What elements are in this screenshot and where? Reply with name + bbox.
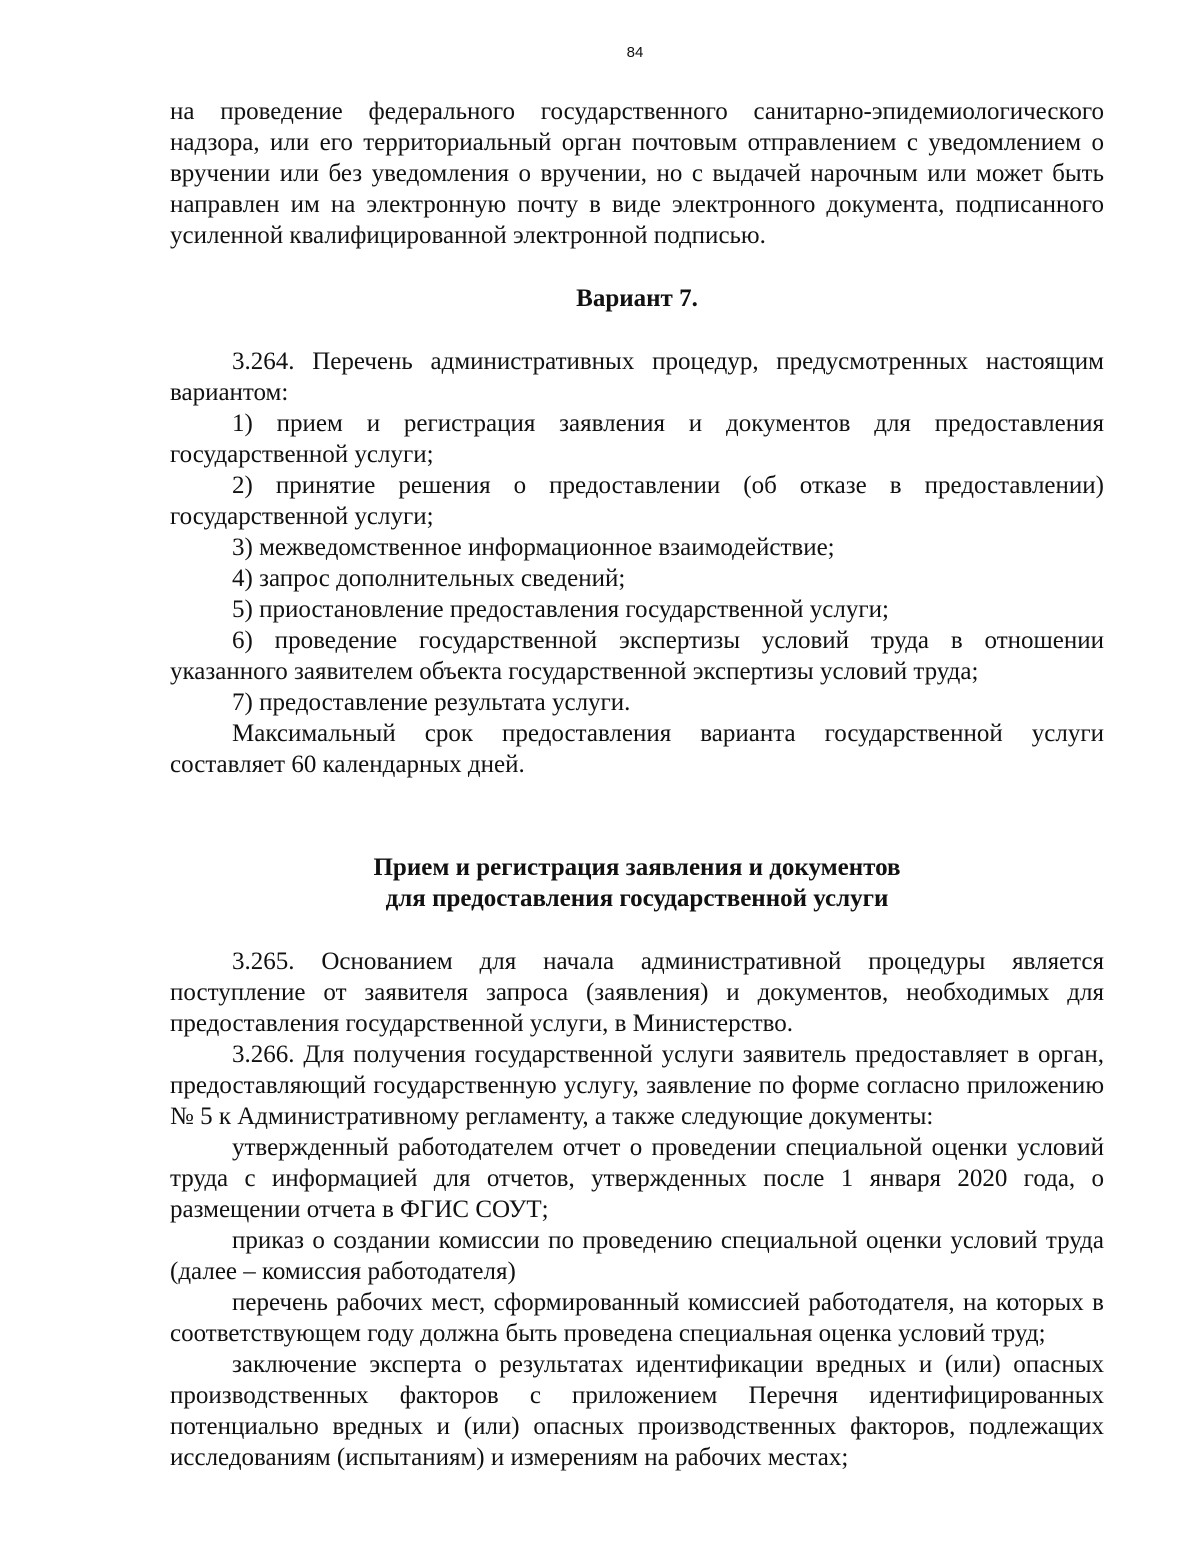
document-item-order: приказ о создании комиссии по проведению специальной оценки условий труда (далее – комиссия работодателя)	[170, 1227, 1104, 1285]
paragraph-3-266: 3.266. Для получения государственной услуги заявитель предоставляет в орган, предоставляющий государственную услугу, заявление по форме согласно приложению № 5 к Административному регламенту, а также следующие документы:	[170, 1041, 1104, 1130]
list-item-1: 1) прием и регистрация заявления и документов для предоставления государственной услуги;	[170, 410, 1104, 468]
variant-heading: Вариант 7.	[576, 285, 698, 312]
paragraph-3-264: 3.264. Перечень административных процедур, предусмотренных настоящим вариантом:	[170, 348, 1104, 406]
section-heading-line-1: Прием и регистрация заявления и документов	[373, 854, 901, 881]
section-heading-line-2: для предоставления государственной услуги	[385, 885, 889, 912]
paragraph-3-265: 3.265. Основанием для начала административной процедуры является поступление от заявителя запроса (заявления) и документов, необходимых для предоставления государственной услуги, в Министерство.	[170, 948, 1104, 1037]
document-item-expert-conclusion: заключение эксперта о результатах идентификации вредных и (или) опасных производственных факторов с приложением Перечня идентифицированных потенциально вредных и (или) опасных производственных факторов, подлежащих исследованиям (испытаниям) и измерениям на рабочих местах;	[170, 1351, 1104, 1471]
list-item-5: 5) приостановление предоставления государственной услуги;	[232, 596, 889, 623]
document-item-report: утвержденный работодателем отчет о проведении специальной оценки условий труда с информацией для отчетов, утвержденных после 1 января 2020 года, о размещении отчета в ФГИС СОУТ;	[170, 1134, 1104, 1223]
page-number: 84	[626, 44, 644, 61]
list-item-2: 2) принятие решения о предоставлении (об отказе в предоставлении) государственной услуги;	[170, 472, 1104, 530]
intro-paragraph: на проведение федерального государственного санитарно-эпидемиологического надзора, или его территориальный орган почтовым отправлением с уведомлением о вручении или без уведомления о вручении, но с выдачей нарочным или может быть направлен им на электронную почту в виде электронного документа, подписанного усиленной квалифицированной электронной подписью.	[170, 98, 1104, 249]
list-item-4: 4) запрос дополнительных сведений;	[232, 565, 626, 592]
document-item-workplaces: перечень рабочих мест, сформированный комиссией работодателя, на которых в соответствующем году должна быть проведена специальная оценка условий труд;	[170, 1289, 1104, 1347]
max-term-paragraph: Максимальный срок предоставления варианта государственной услуги составляет 60 календарных дней.	[170, 720, 1104, 778]
section-heading	[170, 852, 1104, 914]
list-item-6: 6) проведение государственной экспертизы условий труда в отношении указанного заявителем объекта государственной экспертизы условий труда;	[170, 627, 1104, 685]
list-item-7: 7) предоставление результата услуги.	[232, 689, 631, 716]
list-item-3: 3) межведомственное информационное взаимодействие;	[232, 534, 835, 561]
document-body	[170, 96, 1104, 1473]
